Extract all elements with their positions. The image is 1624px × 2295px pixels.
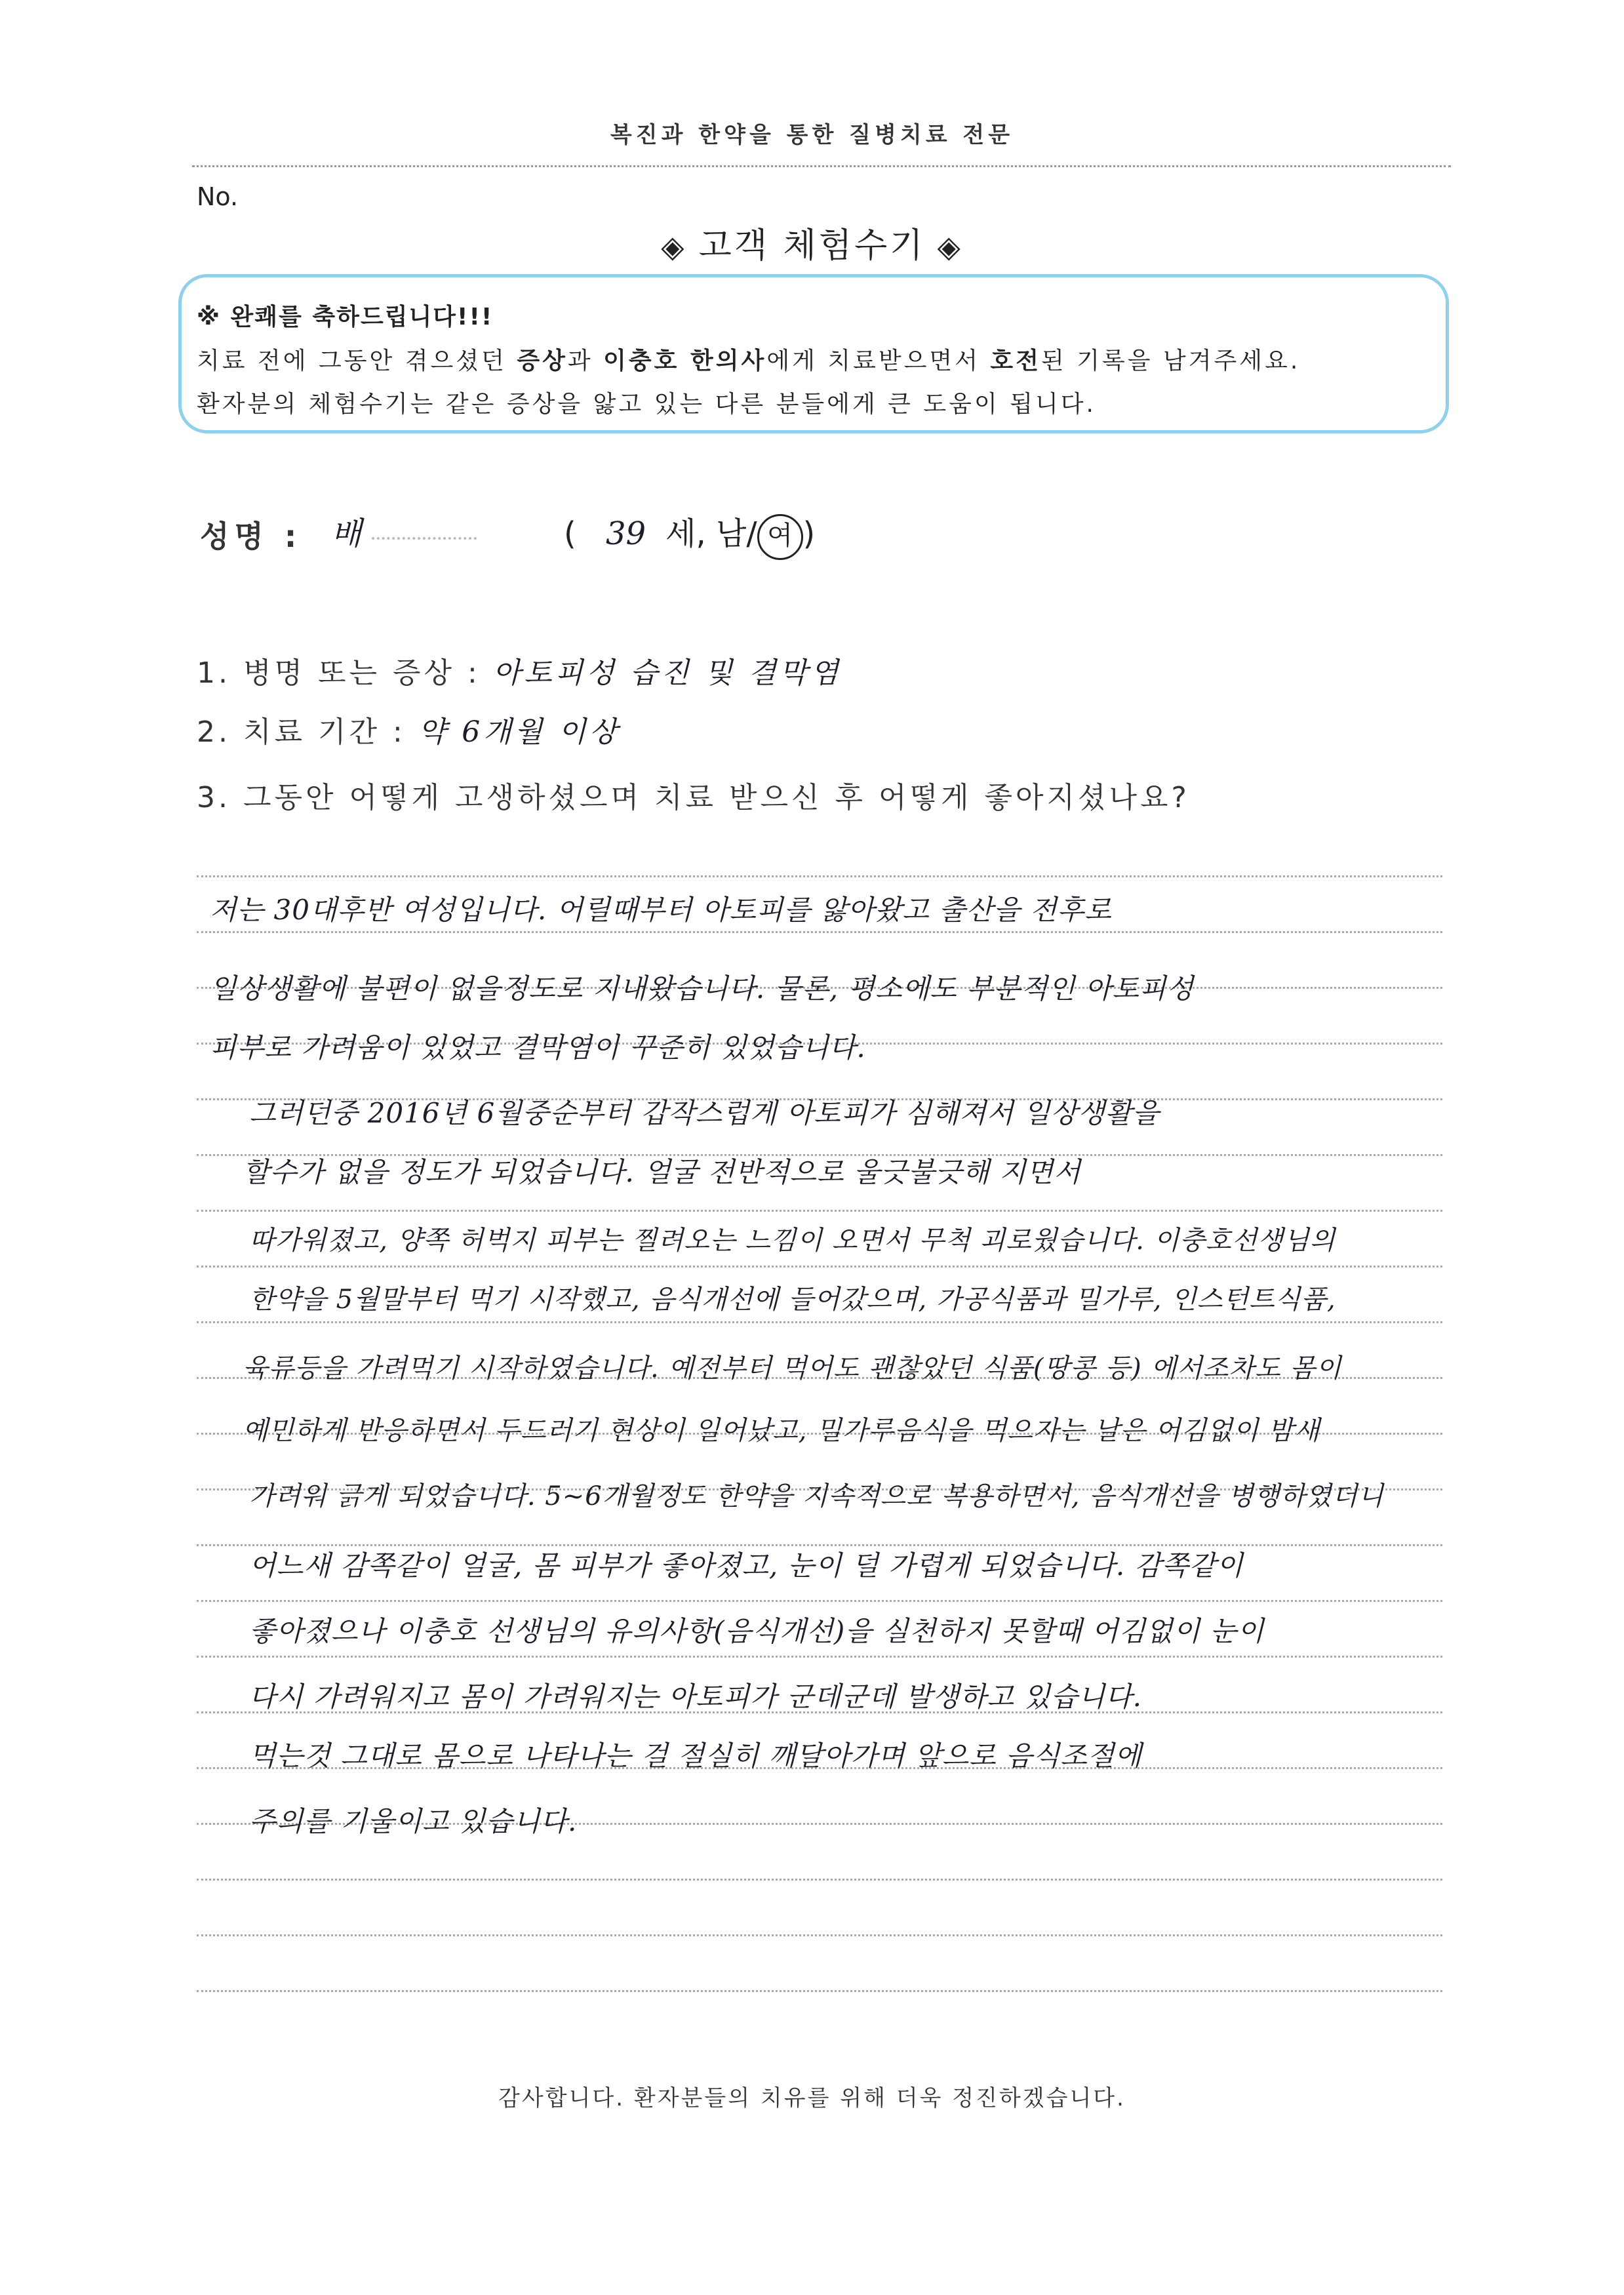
testimonial-line: 피부로 가려움이 있었고 결막염이 꾸준히 있었습니다.: [210, 1031, 866, 1064]
notice-emphasis-doctor: 이충호 한의사: [603, 348, 767, 374]
notice-emphasis-symptom: 증상: [517, 348, 568, 374]
question-diagnosis-answer: 아토피성 습진 및 결막염: [492, 656, 842, 690]
ruled-line: [197, 875, 1442, 877]
notice-text: 에게 치료받으면서: [766, 348, 991, 374]
testimonial-line: 어느새 감쪽같이 얼굴, 몸 피부가 좋아졌고, 눈이 덜 가렵게 되었습니다. 감쪽같이: [249, 1549, 1244, 1582]
ruled-line: [197, 1210, 1442, 1212]
diamond-left-icon: ◈: [661, 229, 687, 264]
redacted-name: [372, 533, 477, 540]
form-title-text: 고객 체험수기: [698, 226, 926, 266]
gender-selected-circle: 여: [757, 514, 803, 560]
testimonial-line: 가려워 긁게 되었습니다. 5~6개월정도 한약을 지속적으로 복용하면서, 음식개선을 병행하였더니: [249, 1481, 1384, 1511]
ruled-line: [197, 1321, 1442, 1323]
paren-open: (: [564, 515, 576, 552]
testimonial-line: 예민하게 반응하면서 두드러기 현상이 일어났고, 밀가루음식을 먹으자는 날은 어김없이 밤새: [243, 1416, 1320, 1446]
question-duration-answer: 약 6개월 이상: [418, 715, 621, 749]
question-duration-label: 2. 치료 기간 :: [197, 715, 406, 749]
ruled-line: [197, 1990, 1442, 1992]
header-divider: [192, 165, 1451, 167]
age-suffix: 세, 남/: [665, 515, 757, 552]
paren-close: ): [802, 515, 816, 552]
testimonial-line: 다시 가려워지고 몸이 가려워지는 아토피가 군데군데 발생하고 있습니다.: [249, 1681, 1142, 1713]
diamond-right-icon: ◈: [937, 229, 963, 264]
question-diagnosis: [197, 649, 842, 691]
notice-text: 치료 전에 그동안 겪으셨던: [197, 348, 517, 374]
footer-thanks: 감사합니다. 환자분들의 치유를 위해 더욱 정진하겠습니다.: [498, 2085, 1126, 2111]
testimonial-line: 주의를 기울이고 있습니다.: [249, 1805, 578, 1837]
notice-emphasis-improvement: 호전: [990, 348, 1041, 374]
form-title: [0, 218, 1624, 267]
ruled-line: [197, 1934, 1442, 1936]
name-value: 배: [331, 515, 362, 552]
notice-congrats: ※ 완쾌를 축하드립니다!!!: [197, 304, 494, 330]
age-value: 39: [606, 515, 646, 552]
ruled-line: [197, 1879, 1442, 1881]
ruled-line: [197, 931, 1442, 933]
testimonial-line: 일상생활에 불편이 없을정도로 지내왔습니다. 물론, 평소에도 부분적인 아토피성: [210, 972, 1195, 1005]
notice-help-text: 환자분의 체험수기는 같은 증상을 앓고 있는 다른 분들에게 큰 도움이 됩니다.: [197, 391, 1096, 418]
testimonial-line: 육류등을 가려먹기 시작하였습니다. 예전부터 먹어도 괜찮았던 식품(땅콩 등) 에서조차도 몸이: [243, 1353, 1342, 1384]
notice-text: 된 기록을 남겨주세요.: [1040, 348, 1301, 374]
testimonial-line: 할수가 없을 정도가 되었습니다. 얼굴 전반적으로 울긋불긋해 지면서: [243, 1156, 1081, 1188]
question-diagnosis-label: 1. 병명 또는 증상 :: [197, 656, 481, 690]
testimonial-line: 한약을 5월말부터 먹기 시작했고, 음식개선에 들어갔으며, 가공식품과 밀가루, 인스턴트식품,: [249, 1285, 1336, 1315]
testimonial-line: 좋아졌으나 이충호 선생님의 유의사항(음식개선)을 실천하지 못할때 어김없이 눈이: [249, 1615, 1265, 1647]
question-duration: [197, 708, 620, 750]
header-title: 복진과 한약을 통한 질병치료 전문: [610, 122, 1014, 148]
question-experience: 3. 그동안 어떻게 고생하셨으며 치료 받으신 후 어떻게 좋아지셨나요?: [197, 781, 1190, 814]
testimonial-line: 먹는것 그대로 몸으로 나타나는 걸 절실히 깨달아가며 앞으로 음식조절에: [249, 1740, 1142, 1772]
ruled-line: [197, 1266, 1442, 1267]
age-gender-field: [564, 508, 815, 560]
notice-text: 과: [567, 348, 604, 374]
ruled-line: [197, 1600, 1442, 1602]
testimonial-line: 그러던중 2016년 6월중순부터 갑작스럽게 아토피가 심해져서 일상생활을: [249, 1097, 1160, 1129]
name-label: 성명 :: [200, 519, 302, 554]
name-field[interactable]: [331, 508, 477, 553]
testimonial-line: 따가워졌고, 양쪽 허벅지 피부는 찔려오는 느낌이 오면서 무척 괴로웠습니다. 이충호선생님의: [249, 1226, 1336, 1256]
notice-instruction: [197, 342, 1300, 376]
ruled-line: [197, 1656, 1442, 1658]
testimonial-line: 저는 30대후반 여성입니다. 어릴때부터 아토피를 앓아왔고 출산을 전후로: [210, 894, 1112, 926]
document-number-label: No.: [197, 182, 239, 211]
